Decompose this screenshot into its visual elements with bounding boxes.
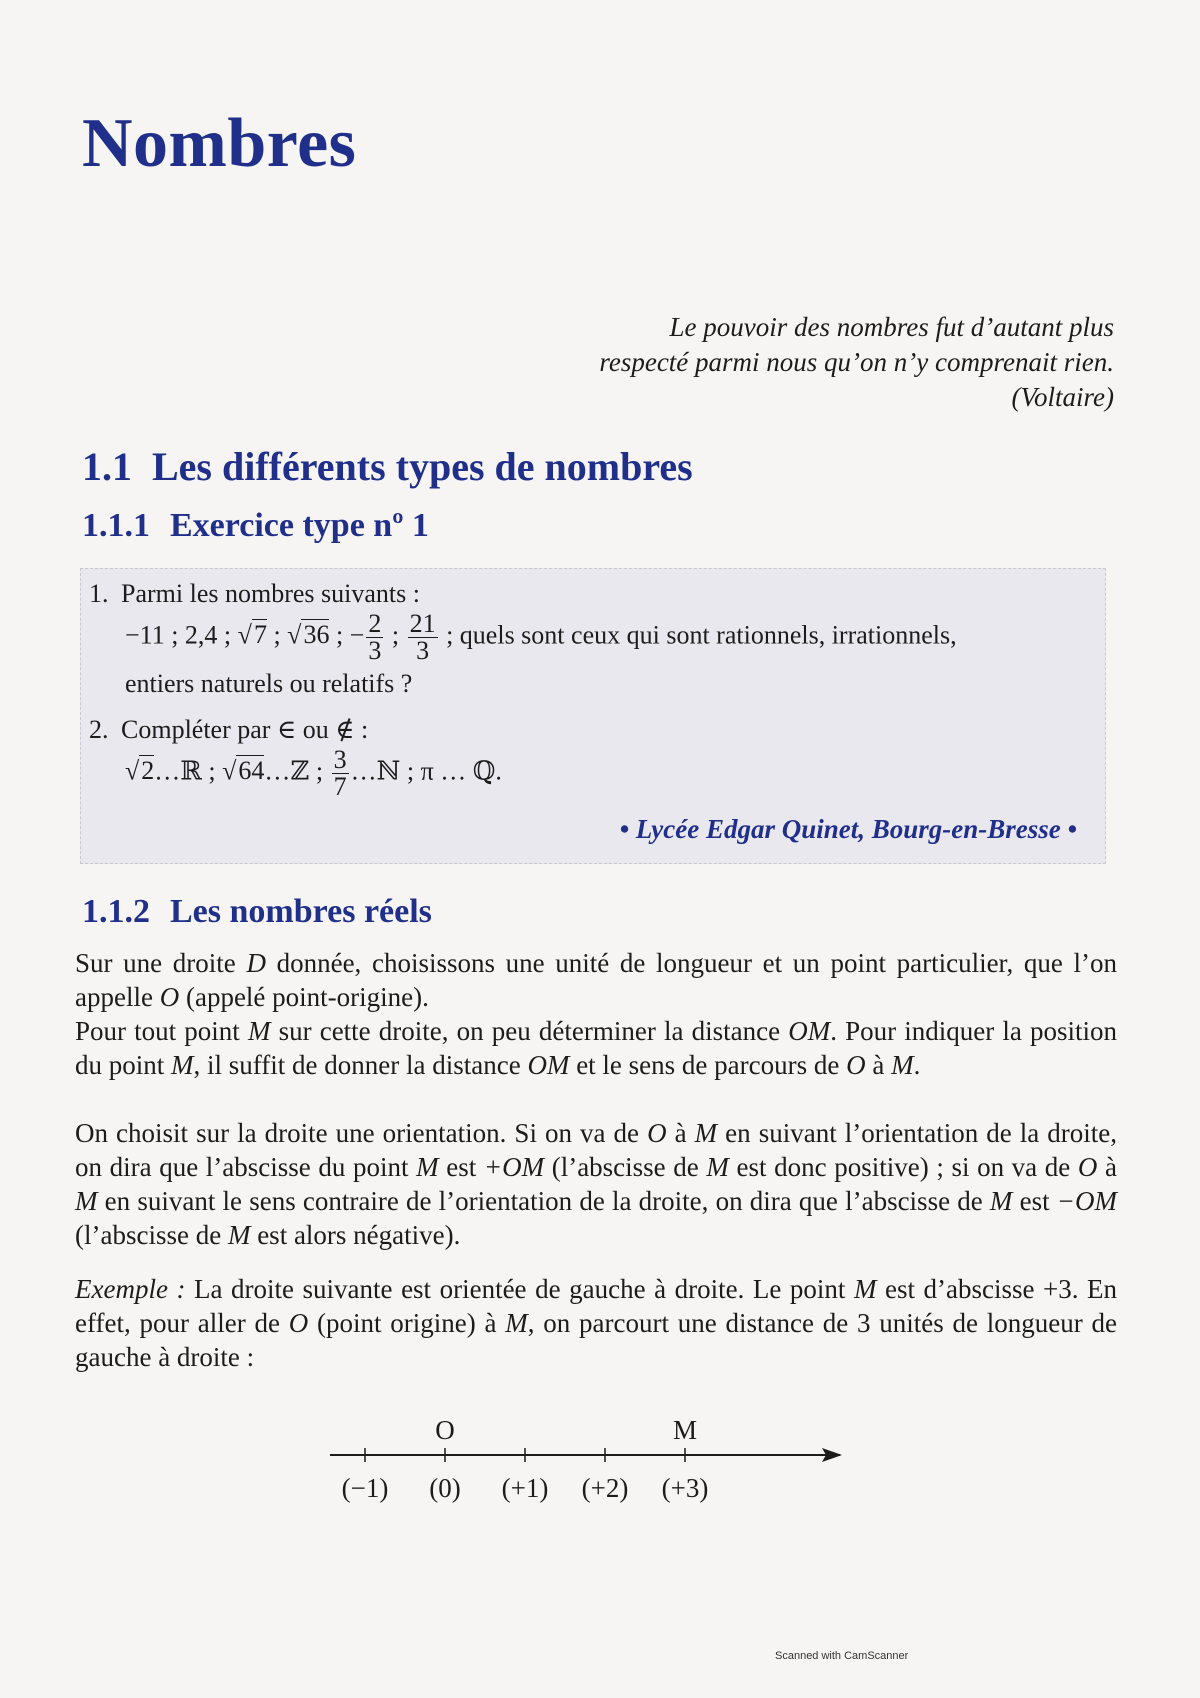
variable: M: [706, 1152, 729, 1182]
point-label: M: [672, 1415, 698, 1445]
subsection-heading-reals: [82, 893, 432, 931]
text: et le sens de parcours de: [569, 1050, 847, 1080]
text: donnée, choisissons une unité de longueur et un point particulier, que l’on appelle: [75, 948, 1117, 1012]
variable: +OM: [483, 1152, 545, 1182]
tick-label: (+2): [581, 1473, 629, 1503]
sqrt-36: √36: [287, 620, 330, 650]
text: est: [1012, 1186, 1057, 1216]
variable: M: [891, 1050, 914, 1080]
subsection-number: 1.1.1: [82, 507, 150, 544]
fraction-2-3: [366, 611, 383, 664]
text: est alors négative).: [250, 1220, 461, 1250]
separator: ;: [266, 620, 288, 650]
text: .: [913, 1050, 921, 1080]
epigraph: [474, 310, 1114, 415]
example-paragraph: [75, 1272, 1117, 1374]
scanner-watermark: Scanned with CamScanner: [775, 1650, 909, 1662]
separator: ; −: [329, 620, 365, 650]
variable: −OM: [1056, 1186, 1118, 1216]
text: en suivant l’orientation de la droite, on dira que l’abscisse du point: [75, 1118, 1118, 1182]
variable: M: [171, 1050, 194, 1080]
text: , on parcourt une distance de 3 unités de longueur de gauche à droite :: [75, 1308, 1118, 1372]
separator: ;: [385, 620, 406, 650]
variable: D: [246, 948, 266, 978]
item-text: …ℕ ; π … ℚ.: [350, 756, 502, 786]
text: (l’abscisse de: [544, 1152, 707, 1182]
paragraph-2: [75, 1014, 1117, 1082]
item-text: …ℤ ;: [264, 756, 330, 786]
tick-label: (0): [429, 1473, 461, 1503]
section-number: 1.1: [82, 444, 132, 489]
section-heading: [82, 443, 693, 490]
variable: M: [989, 1186, 1013, 1216]
variable: OM: [527, 1050, 570, 1080]
text: est: [438, 1152, 484, 1182]
variable: O: [288, 1308, 309, 1338]
text: (point origine) à: [308, 1308, 506, 1338]
question-text: Parmi les nombres suivants :: [121, 579, 420, 608]
question-number: 1.: [89, 579, 109, 608]
subsection-title: Les nombres réels: [170, 893, 432, 930]
text: La droite suivante est orientée de gauche à droite. Le point: [185, 1274, 854, 1304]
variable: M: [416, 1152, 439, 1182]
subsection-heading-exercise: [82, 507, 429, 545]
variable: O: [846, 1050, 866, 1080]
question-text: ; quels sont ceux qui sont rationnels, irrationnels,: [439, 620, 957, 650]
numerator: 3: [333, 745, 347, 774]
radicand: 64: [238, 756, 265, 786]
item-text: …ℝ ;: [154, 756, 223, 786]
subsection-number: 1.1.2: [82, 893, 150, 930]
text: . Pour indiquer la position du point: [75, 1016, 1117, 1080]
question-2-items: [125, 747, 502, 800]
question-text: Compléter par ∈ ou ∉ :: [121, 715, 369, 744]
denominator: 7: [333, 772, 347, 801]
question-1-list: [125, 611, 957, 664]
text: (l’abscisse de: [75, 1220, 228, 1250]
numerator: 2: [368, 609, 382, 638]
tick-label: (+1): [501, 1473, 549, 1503]
text: Pour tout point: [75, 1016, 248, 1046]
epigraph-line-2: respecté parmi nous qu’on n’y comprenait rien.: [599, 347, 1114, 377]
number-line-diagram: [320, 1405, 860, 1515]
variable: M: [227, 1220, 251, 1250]
text: On choisit sur la droite une orientation. Si on va de: [75, 1118, 648, 1148]
denominator: 3: [416, 636, 430, 665]
denominator: 3: [368, 636, 382, 665]
paragraph-1: [75, 946, 1117, 1014]
sqrt-64: √64: [222, 756, 265, 786]
text: (appelé point-origine).: [179, 982, 429, 1012]
number-list-start: −11 ; 2,4 ;: [125, 620, 238, 650]
fraction-3-7: [332, 747, 349, 800]
section-title: Les différents types de nombres: [152, 444, 693, 489]
tick-label: (−1): [341, 1473, 389, 1503]
text: à: [865, 1050, 892, 1080]
variable: O: [159, 982, 180, 1012]
variable: O: [1077, 1152, 1098, 1182]
text: à: [1097, 1152, 1117, 1182]
variable: M: [853, 1274, 877, 1304]
subsection-title: Exercice type nº 1: [170, 507, 429, 544]
radicand: 7: [253, 620, 267, 650]
exercise-box: [80, 568, 1106, 864]
question-number: 2.: [89, 715, 109, 744]
question-2-intro: [89, 715, 368, 745]
variable: O: [647, 1118, 667, 1148]
epigraph-author: (Voltaire): [1011, 382, 1114, 412]
example-label: Exemple :: [75, 1274, 186, 1304]
text: Sur une droite: [75, 948, 247, 978]
text: , il suffit de donner la distance: [193, 1050, 528, 1080]
tick-label: (+3): [661, 1473, 709, 1503]
text: sur cette droite, on peu déterminer la distance: [270, 1016, 789, 1046]
text: est d’abscisse +3. En effet, pour aller de: [75, 1274, 1118, 1338]
epigraph-line-1: Le pouvoir des nombres fut d’autant plus: [669, 312, 1114, 342]
variable: M: [694, 1118, 718, 1148]
sqrt-2: √2: [125, 756, 155, 786]
question-1-intro: [89, 579, 420, 609]
exercise-source: • Lycée Edgar Quinet, Bourg-en-Bresse •: [619, 814, 1077, 844]
chapter-title: Nombres: [82, 105, 357, 182]
point-label: O: [435, 1415, 455, 1445]
variable: M: [75, 1186, 98, 1216]
paragraph-3: [75, 1116, 1117, 1252]
variable: M: [247, 1016, 271, 1046]
sqrt-7: √7: [237, 620, 267, 650]
text: est donc positive) ; si on va de: [728, 1152, 1078, 1182]
fraction-21-3: [408, 611, 438, 664]
variable: OM: [788, 1016, 831, 1046]
radicand: 2: [141, 756, 155, 786]
text: à: [666, 1118, 695, 1148]
radicand: 36: [303, 620, 330, 650]
question-1-end: entiers naturels ou relatifs ?: [125, 669, 413, 698]
text: en suivant le sens contraire de l’orientation de la droite, on dira que l’abscisse de: [97, 1186, 990, 1216]
numerator: 21: [409, 609, 436, 638]
variable: M: [505, 1308, 528, 1338]
